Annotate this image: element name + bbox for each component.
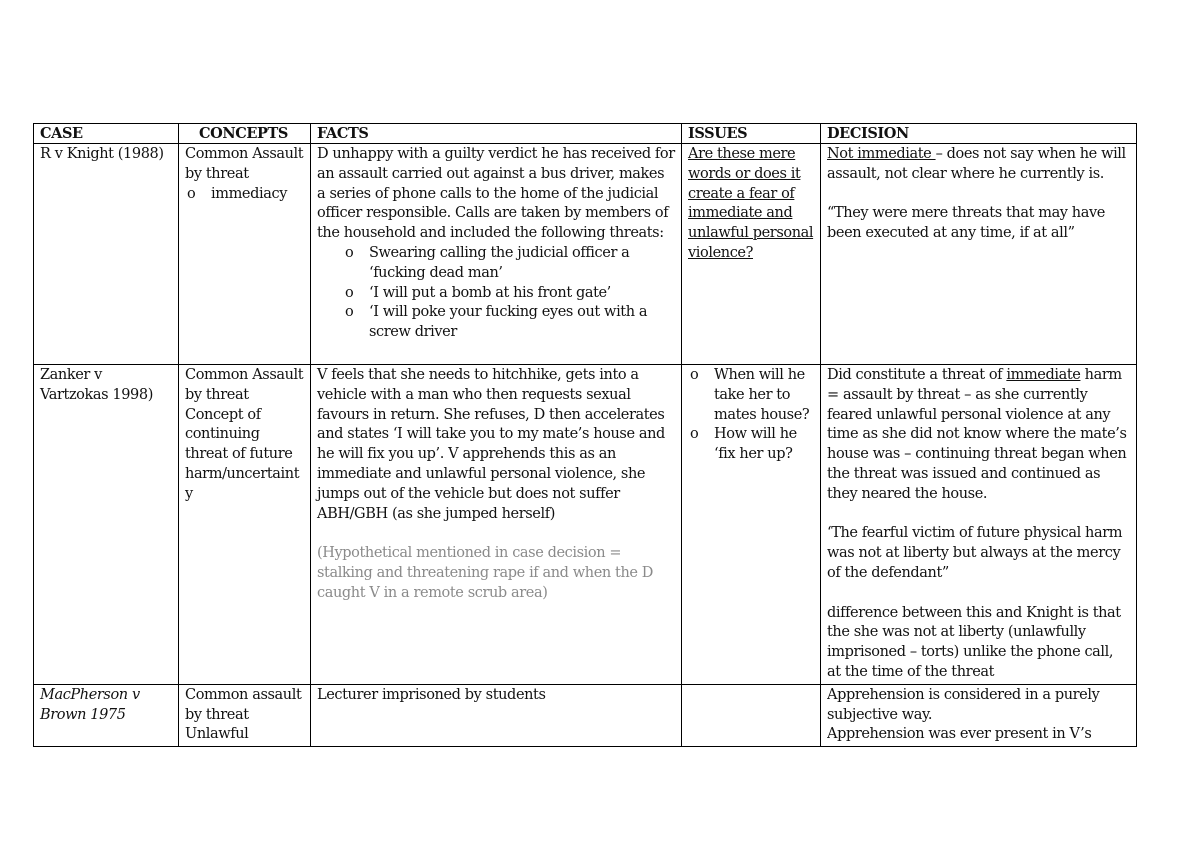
- facts-cell: [311, 365, 682, 685]
- facts-text: Lecturer imprisoned by students: [317, 686, 546, 703]
- decision-cell: [821, 684, 1137, 746]
- table-row: [34, 365, 1137, 685]
- decision-underlined: Not immediate: [827, 146, 936, 162]
- header-row: [34, 124, 1137, 144]
- decision-underlined: immediate: [1006, 367, 1081, 383]
- concept-text: Concept of continuing threat of future harm/uncertaint y: [185, 406, 300, 502]
- decision-cell: [821, 365, 1137, 685]
- concepts-list: [185, 185, 304, 205]
- decision-text: Apprehension is considered in a purely subjective way.: [827, 686, 1100, 723]
- header-issues: ISSUES: [682, 124, 821, 144]
- issues-text: Are these mere words or does it create a fear of immediate and unlawful personal violence?: [688, 146, 814, 261]
- list-item: o ‘I will poke your fucking eyes out with a screw driver: [317, 303, 675, 343]
- decision-extra: difference between this and Knight is that the she was not at liberty (unlawfully imprisoned – torts) unlike the phone call, at the time of the threat: [827, 604, 1121, 680]
- header-facts: FACTS: [311, 124, 682, 144]
- list-item: o ‘I will put a bomb at his front gate’: [317, 284, 675, 304]
- case-cell: [34, 684, 179, 746]
- table-row: [34, 144, 1137, 365]
- concept-text: Common assault by threat: [185, 686, 302, 723]
- list-item: o How will he ‘fix her up?: [688, 425, 814, 465]
- concepts-cell: [179, 365, 311, 685]
- decision-quote: “They were mere threats that may have been executed at any time, if at all”: [827, 205, 1105, 242]
- header-decision: DECISION: [821, 124, 1137, 144]
- list-item: o When will he take her to mates house?: [688, 366, 814, 425]
- facts-list: [317, 244, 675, 343]
- issues-cell: [682, 365, 821, 685]
- issues-cell: [682, 144, 821, 365]
- concept-text: Unlawful: [185, 726, 249, 743]
- header-concepts: CONCEPTS: [179, 124, 311, 144]
- decision-text: [827, 145, 1130, 185]
- facts-note: (Hypothetical mentioned in case decision = stalking and threatening rape if and when the D caught V in a remote scrub area): [317, 545, 654, 601]
- facts-cell: [311, 684, 682, 746]
- decision-quote: ‘The fearful victim of future physical harm was not at liberty but always at the mercy of the defendant”: [827, 525, 1123, 581]
- concept-text: Common Assault by threat: [185, 367, 304, 403]
- header-case: CASE: [34, 124, 179, 144]
- decision-rest: – does not say when he will assault, not clear where he currently is.: [827, 146, 1126, 182]
- case-cell: [34, 365, 179, 685]
- case-table: [33, 123, 1137, 747]
- issues-cell: [682, 684, 821, 746]
- case-cell: [34, 144, 179, 365]
- case-name: Zanker v Vartzokas 1998): [40, 367, 153, 403]
- case-name: MacPherson v Brown 1975: [40, 686, 140, 723]
- list-item: o Swearing calling the judicial officer a ‘fucking dead man’: [317, 244, 675, 284]
- concepts-cell: [179, 144, 311, 365]
- decision-cell: [821, 144, 1137, 365]
- list-item: o immediacy: [185, 185, 304, 205]
- concept-text: Common Assault by threat: [185, 146, 304, 182]
- concepts-cell: [179, 684, 311, 746]
- decision-text: Did constitute a threat of immediate harm = assault by threat – as she currently feared unlawful personal violence at any time as she did not know where the mate’s house was – continuing threat began when the threat was issued and continued as they neared the house.: [827, 367, 1127, 502]
- decision-text: Apprehension was ever present in V’s: [827, 726, 1092, 743]
- table-row: [34, 684, 1137, 746]
- facts-text: V feels that she needs to hitchhike, gets into a vehicle with a man who then requests sexual favours in return. She refuses, D then accelerates and states ‘I will take you to my mate’s house and he will fix you up’. V apprehends this as an immediate and unlawful personal violence, she jumps out of the vehicle but does not suffer ABH/GBH (as she jumped herself): [317, 367, 665, 522]
- facts-text: D unhappy with a guilty verdict he has received for an assault carried out against a bus driver, makes a series of phone calls to the home of the judicial officer responsible. Calls are taken by members of the household and included the following threats:: [317, 146, 675, 242]
- facts-cell: [311, 144, 682, 365]
- case-name: R v Knight (1988): [40, 146, 164, 162]
- issues-list: [688, 366, 814, 465]
